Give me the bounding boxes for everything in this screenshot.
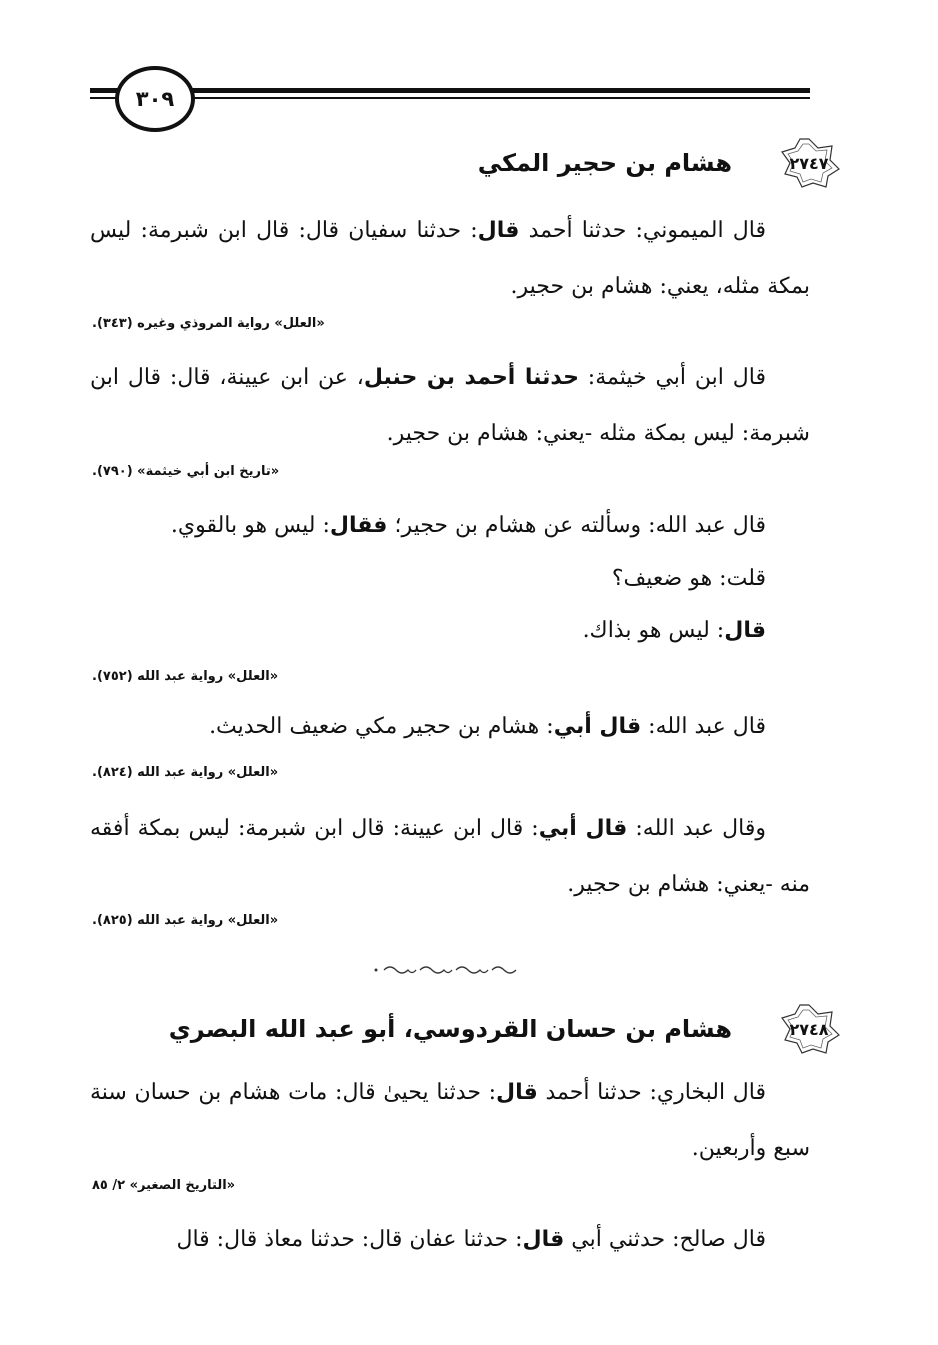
narration-text: قال صالح: حدثني أبي bbox=[564, 1227, 766, 1252]
narration-text: قال عبد الله: bbox=[641, 714, 766, 739]
narration-text: : هشام بن حجير مكي ضعيف الحديث. bbox=[209, 714, 554, 739]
page-number: ٣٠٩ bbox=[135, 87, 175, 111]
entry-number-badge bbox=[776, 1002, 842, 1056]
narration-bold: فقال bbox=[329, 513, 388, 538]
narration-line bbox=[209, 714, 766, 739]
entry-number-badge bbox=[776, 136, 842, 190]
entry-number: ٢٧٤٧ bbox=[789, 153, 829, 173]
source-citation: «تاريخ ابن أبي خيثمة» (٧٩٠). bbox=[92, 464, 280, 479]
narration-bold: حدثنا أحمد بن حنبل bbox=[363, 365, 579, 390]
narration-bold: قال bbox=[496, 1080, 538, 1105]
narration-text: : حدثنا يحيىٰ قال: مات هشام بن حسان سنة سبع وأربعين. bbox=[90, 1080, 810, 1161]
narration-line bbox=[583, 618, 766, 643]
source-citation: «التاريخ الصغير» ٢/ ٨٥ bbox=[92, 1178, 236, 1193]
narration-line bbox=[171, 513, 766, 538]
header-rule-thin bbox=[90, 97, 810, 99]
entry-heading bbox=[82, 1002, 842, 1056]
source-citation: «العلل» رواية عبد الله (٧٥٢). bbox=[92, 669, 279, 684]
narration-text: : حدثنا عفان قال: حدثنا معاذ قال: قال bbox=[176, 1227, 523, 1252]
ornament-separator-icon bbox=[370, 963, 530, 977]
narration-line: قلت: هو ضعيف؟ bbox=[611, 566, 766, 591]
entry-title: هشام بن حجير المكي bbox=[477, 149, 732, 177]
entry-heading bbox=[82, 136, 842, 190]
narration-paragraph bbox=[90, 1065, 810, 1177]
narration-bold: قال أبي bbox=[553, 714, 642, 739]
source-citation: «العلل» رواية عبد الله (٨٢٥). bbox=[92, 913, 279, 928]
narration-paragraph bbox=[90, 203, 810, 315]
narration-paragraph bbox=[90, 1212, 810, 1268]
narration-text: : ليس هو بذاك. bbox=[582, 618, 725, 643]
narration-text: : ليس هو بالقوي. bbox=[170, 513, 330, 538]
narration-text: قال ابن أبي خيثمة: bbox=[578, 365, 766, 390]
narration-paragraph bbox=[90, 801, 810, 913]
narration-bold: قال bbox=[724, 618, 766, 643]
narration-text: قال الميموني: حدثنا أحمد bbox=[519, 218, 766, 243]
entry-title: هشام بن حسان القردوسي، أبو عبد الله البصري bbox=[168, 1015, 732, 1043]
page-number-circle bbox=[115, 66, 195, 132]
narration-bold: قال أبي bbox=[538, 816, 628, 841]
source-citation: «العلل» رواية المروذي وغيره (٣٤٣). bbox=[92, 316, 325, 331]
narration-paragraph bbox=[90, 350, 810, 462]
narration-text: : حدثنا سفيان قال: قال ابن شبرمة: ليس بمكة مثله، يعني: هشام بن حجير. bbox=[90, 218, 810, 299]
narration-text: قال عبد الله: وسألته عن هشام بن حجير؛ bbox=[387, 513, 766, 538]
narration-text: : قال ابن عيينة: قال ابن شبرمة: ليس بمكة أفقه منه -يعني: هشام بن حجير. bbox=[90, 816, 810, 897]
header-rule-thick bbox=[90, 88, 810, 93]
source-citation: «العلل» رواية عبد الله (٨٢٤). bbox=[92, 765, 279, 780]
narration-text: قال البخاري: حدثنا أحمد bbox=[537, 1080, 766, 1105]
entry-number: ٢٧٤٨ bbox=[789, 1019, 829, 1039]
narration-bold: قال bbox=[477, 218, 520, 243]
narration-text: وقال عبد الله: bbox=[627, 816, 766, 841]
narration-bold: قال bbox=[522, 1227, 565, 1252]
narration-text: ، عن ابن عيينة، قال: قال ابن شبرمة: ليس بمكة مثله -يعني: هشام بن حجير. bbox=[90, 365, 810, 446]
